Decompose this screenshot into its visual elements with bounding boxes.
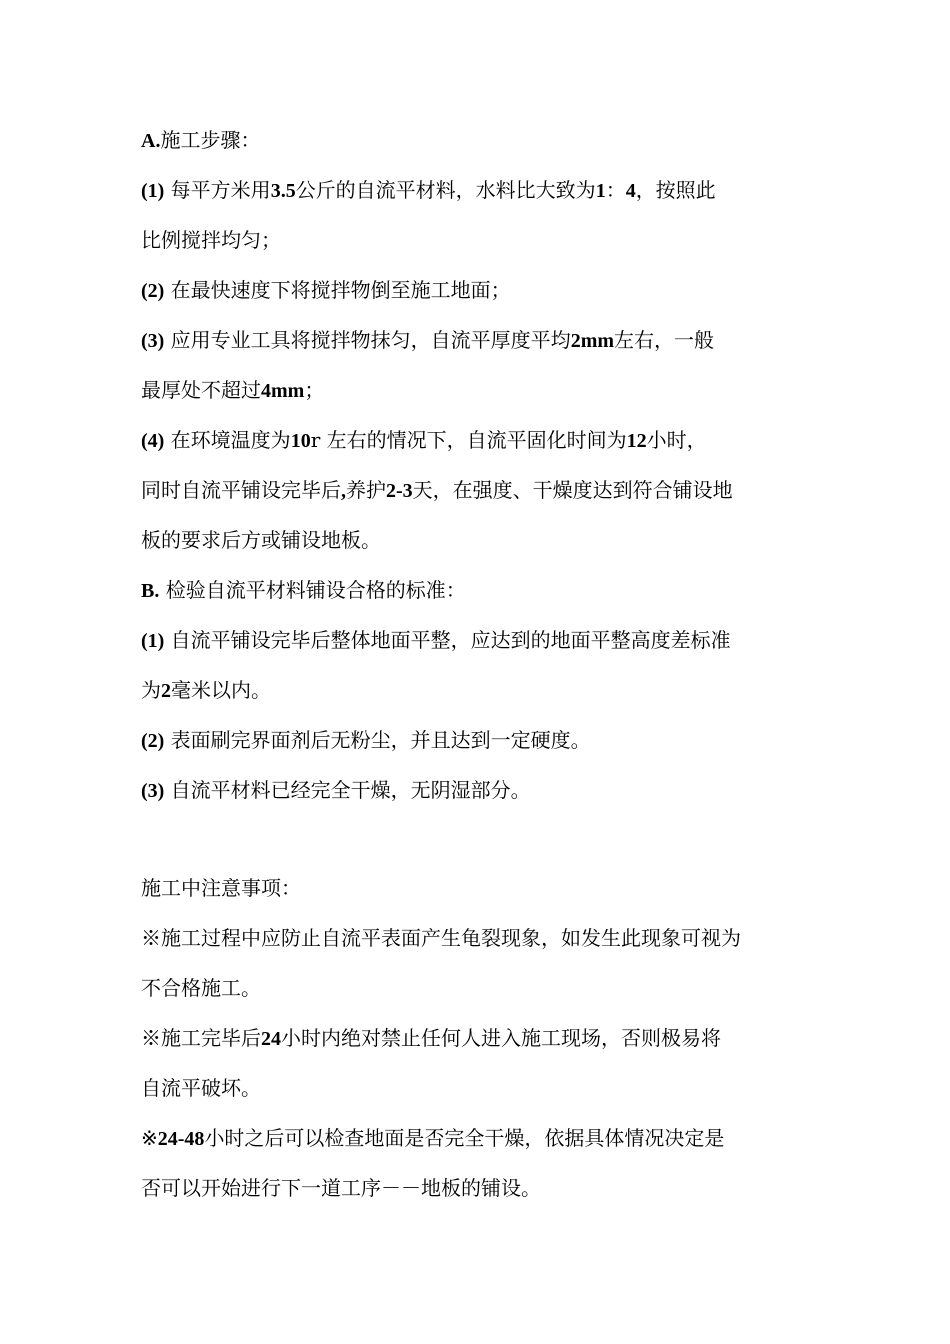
text-run: ※施工完毕后 (141, 1026, 261, 1050)
punctuation: , (341, 480, 346, 502)
note-1-line-1: ※施工过程中应防止自流平表面产生龟裂现象，如发生此现象可视为 (141, 926, 741, 950)
step-4-line-1 (141, 428, 707, 452)
step-number: (2) (141, 280, 165, 302)
text-run: 小时， (646, 428, 707, 452)
text-run: 小时内绝对禁止任何人进入施工现场，否则极易将 (281, 1026, 721, 1050)
text-run: 天，在强度、干燥度达到符合铺设地 (412, 478, 733, 502)
step-number: (1) (141, 180, 165, 202)
section-a-title: 施工步骤： (160, 128, 261, 152)
step-3-line-1 (141, 328, 714, 352)
text-run: 每平方米用 (164, 178, 271, 202)
number-value: 3.5 (270, 180, 296, 202)
text-run: r 左右的情况下，自流平固化时间为 (310, 428, 627, 452)
note-3-line-1 (141, 1126, 724, 1150)
text-run: 为 (141, 678, 161, 702)
number-value: 1 (595, 180, 606, 202)
criterion-3-line-1 (141, 778, 531, 802)
text-run: 养护 (346, 478, 386, 502)
number-value: 10 (290, 430, 311, 452)
text-run: 最厚处不超过 (141, 378, 261, 402)
notes-heading: 施工中注意事项： (141, 876, 301, 900)
step-number: (4) (141, 430, 165, 452)
text-run: 自流平铺设完毕后整体地面平整，应达到的地面平整高度差标准 (164, 628, 731, 652)
criterion-1-line-1 (141, 628, 731, 652)
note-2-line-2: 自流平破坏。 (141, 1076, 261, 1100)
step-4-line-2 (141, 478, 733, 502)
step-number: (3) (141, 330, 165, 352)
section-b-marker: B. (141, 580, 160, 602)
number-value: 24-48 (157, 1128, 205, 1150)
criterion-number: (3) (141, 780, 165, 802)
text-run: 小时之后可以检查地面是否完全干燥，依据具体情况决定是 (204, 1126, 725, 1150)
text-run: 同时自流平铺设完毕后 (141, 478, 341, 502)
number-value: 4 (625, 180, 636, 202)
text-run: 在最快速度下将搅拌物倒至施工地面； (164, 278, 511, 302)
criterion-2-line-1 (141, 728, 591, 752)
text-run: 表面刷完界面剂后无粉尘，并且达到一定硬度。 (164, 728, 591, 752)
note-2-line-1 (141, 1026, 721, 1050)
text-run: 左右，一般 (614, 328, 715, 352)
note-1-line-2: 不合格施工。 (141, 976, 261, 1000)
criterion-number: (2) (141, 730, 165, 752)
text-run: 在环境温度为 (164, 428, 291, 452)
number-value: 4mm (261, 380, 305, 402)
section-b-heading (141, 578, 466, 602)
step-1-line-2: 比例搅拌均匀； (141, 228, 281, 252)
section-a-marker: A. (141, 130, 161, 152)
step-4-line-3: 板的要求后方或铺设地板。 (141, 528, 381, 552)
step-1-line-1 (141, 178, 716, 202)
text-run: ，按照此 (635, 178, 716, 202)
text-run: 公斤的自流平材料，水料比大致为 (295, 178, 596, 202)
text-run: 毫米以内。 (171, 678, 271, 702)
criterion-1-line-2 (141, 678, 271, 702)
text-run: ： (605, 178, 626, 202)
number-value: 2-3 (386, 480, 413, 502)
number-value: 24 (261, 1028, 281, 1050)
step-3-line-2 (141, 378, 324, 402)
criterion-number: (1) (141, 630, 165, 652)
section-a-heading (141, 128, 260, 152)
number-value: 12 (626, 430, 647, 452)
text-run: 自流平材料已经完全干燥，无阴湿部分。 (164, 778, 531, 802)
number-value: 2 (161, 680, 171, 702)
step-2-line-1 (141, 278, 511, 302)
number-value: 2mm (570, 330, 615, 352)
section-b-title: 检验自流平材料铺设合格的标准： (159, 578, 466, 602)
note-3-line-2: 否可以开始进行下一道工序－－地板的铺设。 (141, 1176, 541, 1200)
text-run: ※ (141, 1126, 158, 1150)
text-run: ； (304, 378, 325, 402)
text-run: 应用专业工具将搅拌物抹匀，自流平厚度平均 (164, 328, 571, 352)
